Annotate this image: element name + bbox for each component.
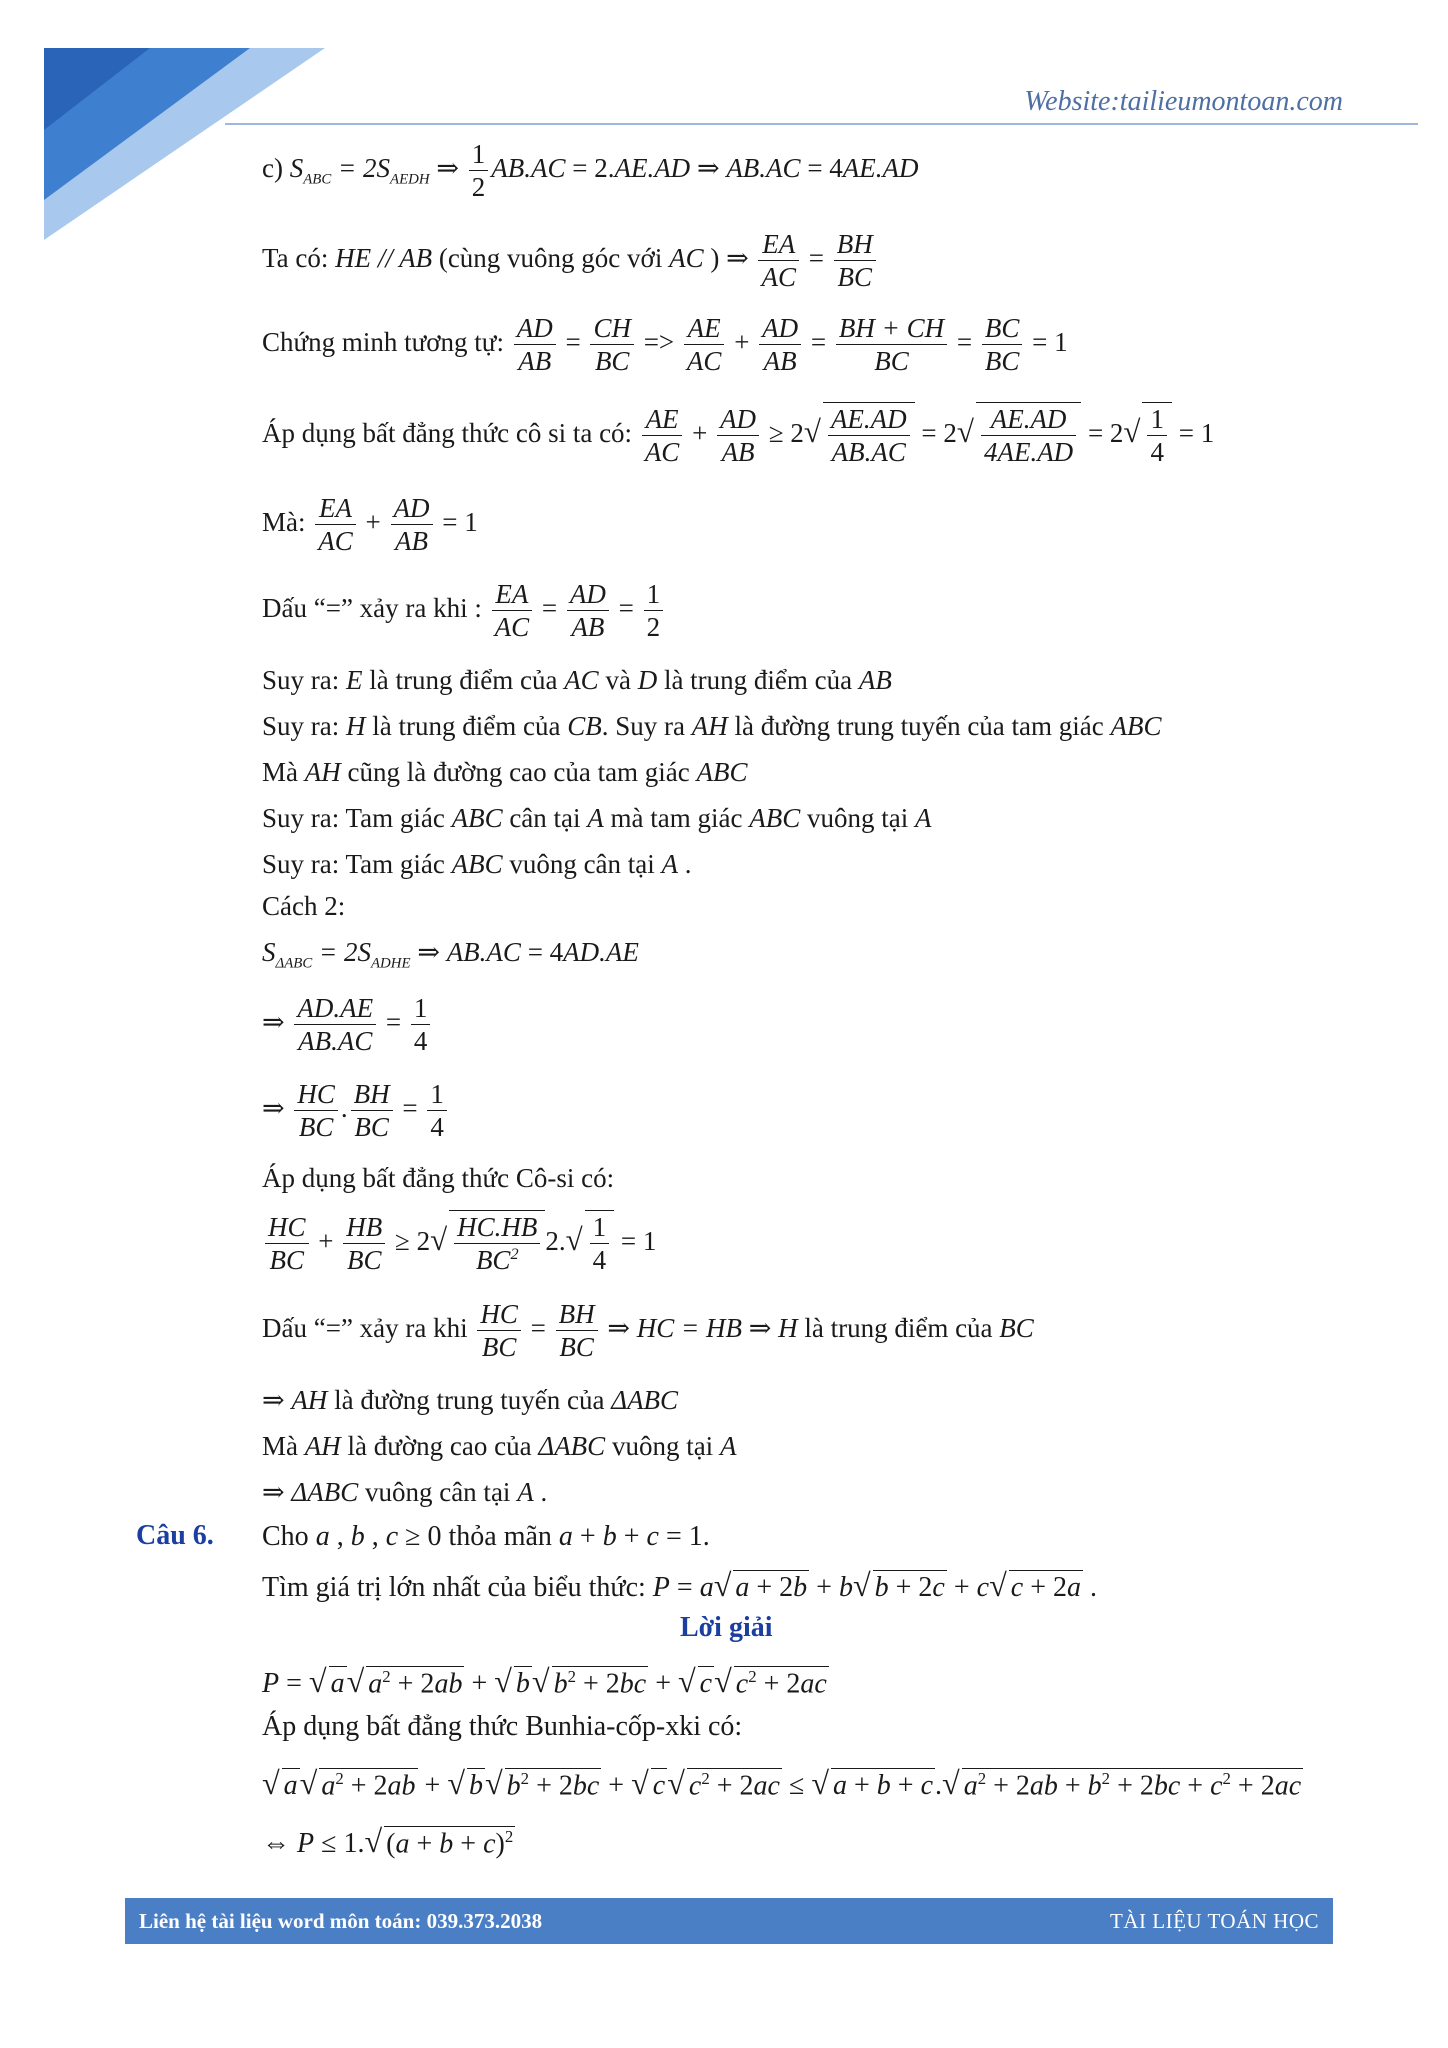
line-chung-minh: Chứng minh tương tự: $\frac{AD}{AB}$ = $\frac{CH}{BC}$ => $\frac{AE}{AC}$ + $\frac{AD}{AB}$ = $\frac{BH + CH}{BC}$ = $\frac{BC}{BC}$ = 1 (262, 313, 1068, 377)
website-header: Website:tailieumontoan.com (1024, 86, 1343, 117)
line-cach2-eq3: ⇒ $\frac{HC}{BC}$ . $\frac{BH}{BC}$ = $\frac{1}{4}$ (262, 1078, 450, 1144)
line-ma: Mà: $\frac{EA}{AC}$ + $\frac{AD}{AB}$ = 1 (262, 493, 478, 557)
line-ap-dung-1: Áp dụng bất đẳng thức cô si ta có: $\frac{AE}{AC}$ + $\frac{AD}{AB}$ ≥ 2√ $\frac{AE.AD}{AB.AC}$ = 2√ $\frac{AE.AD}{4AE.AD}$ = 2√ $\frac{1}{4}$ = 1 (262, 404, 1215, 468)
line-suy-ra-2: Suy ra: H là trung điểm của CB. Suy ra AH là đường trung tuyến của tam giác ABC (262, 711, 1162, 741)
line-ah-trung-tuyen: ⇒ AH là đường trung tuyến của ΔABC (262, 1385, 679, 1415)
line-p-le: ⇔ P ≤ 1.√ $(a + b + c)^2$ (262, 1823, 514, 1859)
line-dau-2: Dấu “=” xảy ra khi $\frac{HC}{BC}$ = $\frac{BH}{BC}$ ⇒ HC = HB ⇒ H là trung điểm của BC (262, 1299, 1034, 1363)
line-ta-co: Ta có: HE // AB (cùng vuông góc với AC ) ⇒ $\frac{EA}{AC}$ = $\frac{BH}{BC}$ (262, 228, 879, 294)
line-ap-dung-3: Áp dụng bất đẳng thức Bunhia-cốp-xki có: (262, 1711, 743, 1742)
line-vuong-can: ⇒ ΔABC vuông cân tại A . (262, 1477, 548, 1507)
line-cach-2: Cách 2: (262, 891, 346, 921)
line-suy-ra-3: Suy ra: Tam giác ABC cân tại A mà tam giác ABC vuông tại A (262, 803, 932, 833)
line-suy-ra-1: Suy ra: E là trung điểm của AC và D là trung điểm của AB (262, 665, 892, 695)
corner-decoration (0, 0, 340, 260)
cau-6-tim: Tìm giá trị lớn nhất của biểu thức: P = a√ a + 2b + b√ b + 2c + c√ c + 2a . (262, 1567, 1097, 1603)
line-bunhia: √ a√ $a^2 + 2ab$ + √ b√ $b^2 + 2bc$ + √ c√ $c^2 + 2ac$ ≤ √ a + b + c.√ $a^2 + 2ab + b^2 + 2bc + c^2 + 2ac$ (262, 1765, 1302, 1801)
footer-contact: Liên hệ tài liệu word môn toán: 039.373.2038 (139, 1908, 543, 1933)
loi-giai-heading: Lời giải (680, 1612, 773, 1643)
line-suy-ra-4: Suy ra: Tam giác ABC vuông cân tại A . (262, 849, 692, 879)
line-ma-2: Mà AH cũng là đường cao của tam giác ABC (262, 757, 748, 787)
cau-6-cho: Cho a , b , c ≥ 0 thỏa mãn a + b + c = 1. (262, 1521, 710, 1552)
line-ma-3: Mà AH là đường cao của ΔABC vuông tại A (262, 1431, 737, 1461)
line-c: c) $S_{ABC} = 2S_{AEDH}$ ⇒ $\frac{1}{2}$ AB.AC = 2.AE.AD ⇒ AB.AC = 4AE.AD (262, 139, 919, 203)
header-divider (225, 123, 1418, 125)
line-ap-dung-2: Áp dụng bất đẳng thức Cô-si có: (262, 1163, 615, 1193)
line-cach2-eq1: $S_{\Delta ABC} = 2S_{ADHE}$ ⇒ AB.AC = 4AD.AE (262, 937, 639, 972)
cau-6-label: Câu 6. (136, 1520, 214, 1551)
line-cosi-eq: $\frac{HC}{BC}$ + $\frac{HB}{BC}$ ≥ 2√ $\frac{HC.HB}{BC^2}$ 2.√ $\frac{1}{4}$ = 1 (262, 1210, 656, 1277)
footer-bar (125, 1898, 1333, 1944)
footer-brand: TÀI LIỆU TOÁN HỌC (1110, 1908, 1319, 1933)
line-cach2-eq2: ⇒ $\frac{AD.AE}{AB.AC}$ = $\frac{1}{4}$ (262, 992, 433, 1058)
line-dau-1: Dấu “=” xảy ra khi : $\frac{EA}{AC}$ = $\frac{AD}{AB}$ = $\frac{1}{2}$ (262, 578, 666, 644)
line-p-expand: P = √ a√ $a^2 + 2ab$ + √ b√ $b^2 + 2bc$ + √ c√ $c^2 + 2ac$ (262, 1663, 827, 1699)
